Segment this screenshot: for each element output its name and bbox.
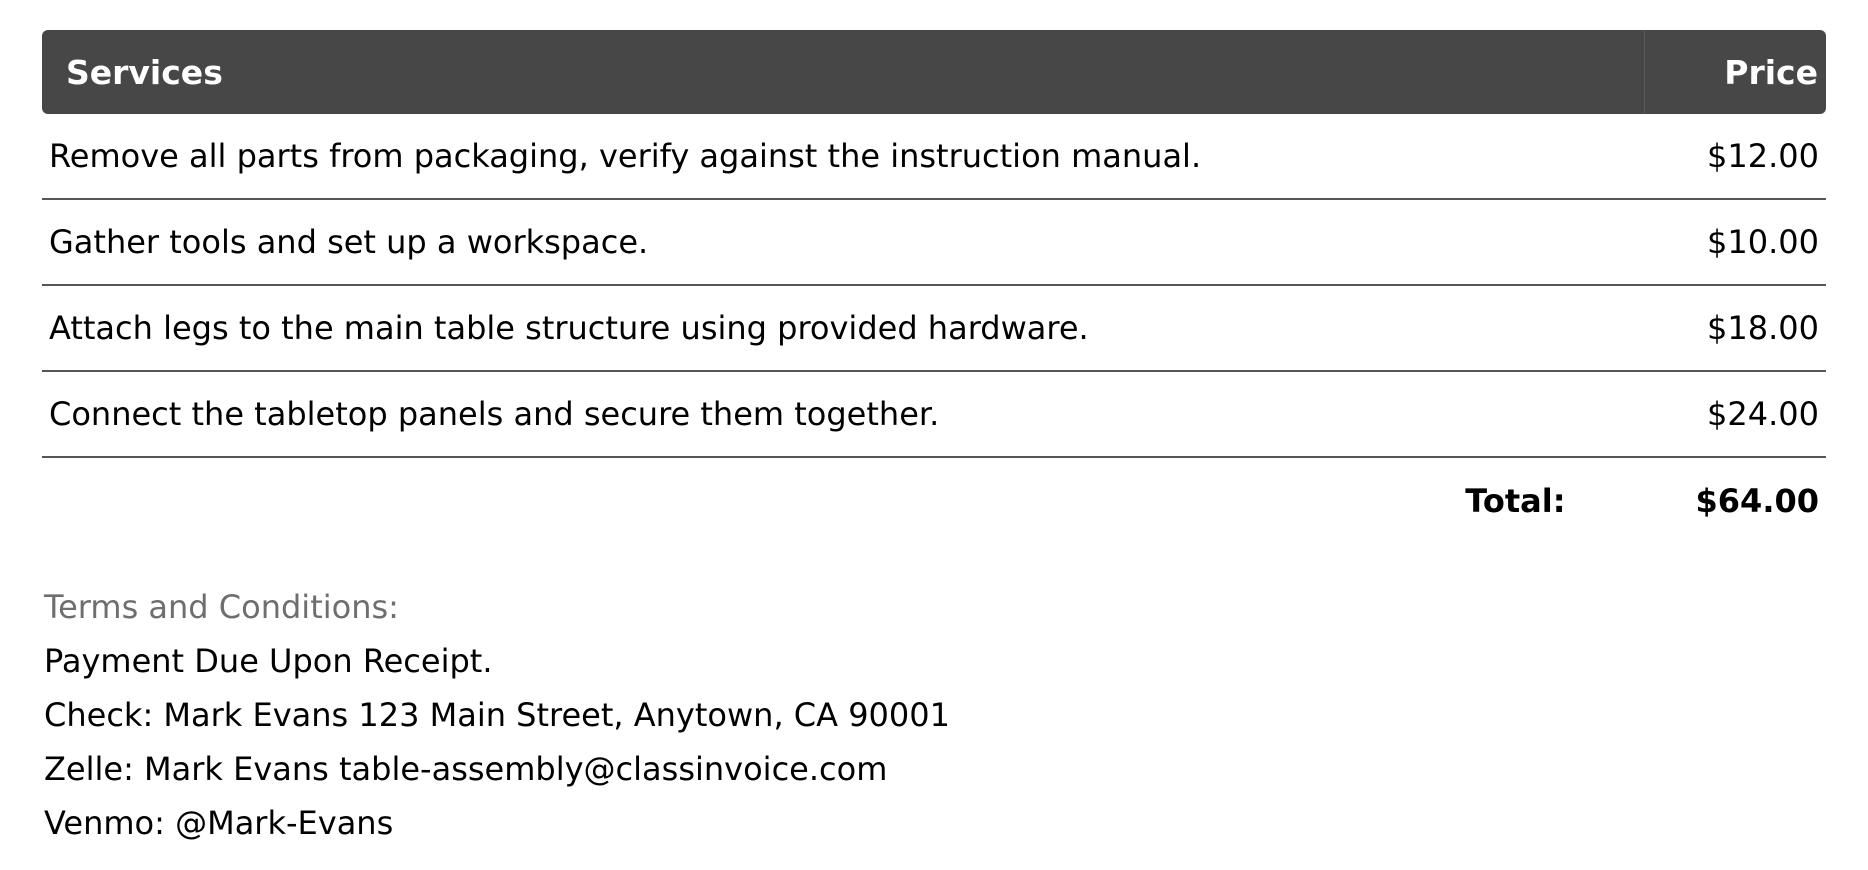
services-table bbox=[42, 30, 1826, 544]
table-row bbox=[42, 286, 1826, 372]
table-header bbox=[42, 30, 1826, 114]
table-row bbox=[42, 114, 1826, 200]
service-description: Gather tools and set up a workspace. bbox=[49, 223, 649, 261]
header-services: Services bbox=[66, 52, 223, 92]
service-price: $24.00 bbox=[1707, 395, 1819, 433]
terms-line-zelle: Zelle: Mark Evans table-assembly@classinvoice.com bbox=[44, 750, 888, 788]
terms-line-check: Check: Mark Evans 123 Main Street, Anytown, CA 90001 bbox=[44, 696, 950, 734]
header-price: Price bbox=[1644, 30, 1826, 114]
service-description: Remove all parts from packaging, verify against the instruction manual. bbox=[49, 137, 1202, 175]
service-description: Attach legs to the main table structure using provided hardware. bbox=[49, 309, 1089, 347]
table-row bbox=[42, 200, 1826, 286]
total-row bbox=[42, 458, 1826, 544]
service-price: $12.00 bbox=[1707, 137, 1819, 175]
terms-section bbox=[44, 580, 950, 850]
terms-heading: Terms and Conditions: bbox=[44, 588, 399, 626]
table-row bbox=[42, 372, 1826, 458]
total-label: Total: bbox=[1465, 482, 1566, 520]
terms-line-payment-due: Payment Due Upon Receipt. bbox=[44, 642, 493, 680]
total-value: $64.00 bbox=[1695, 482, 1819, 520]
terms-line-venmo: Venmo: @Mark-Evans bbox=[44, 804, 394, 842]
service-description: Connect the tabletop panels and secure them together. bbox=[49, 395, 940, 433]
service-price: $18.00 bbox=[1707, 309, 1819, 347]
service-price: $10.00 bbox=[1707, 223, 1819, 261]
